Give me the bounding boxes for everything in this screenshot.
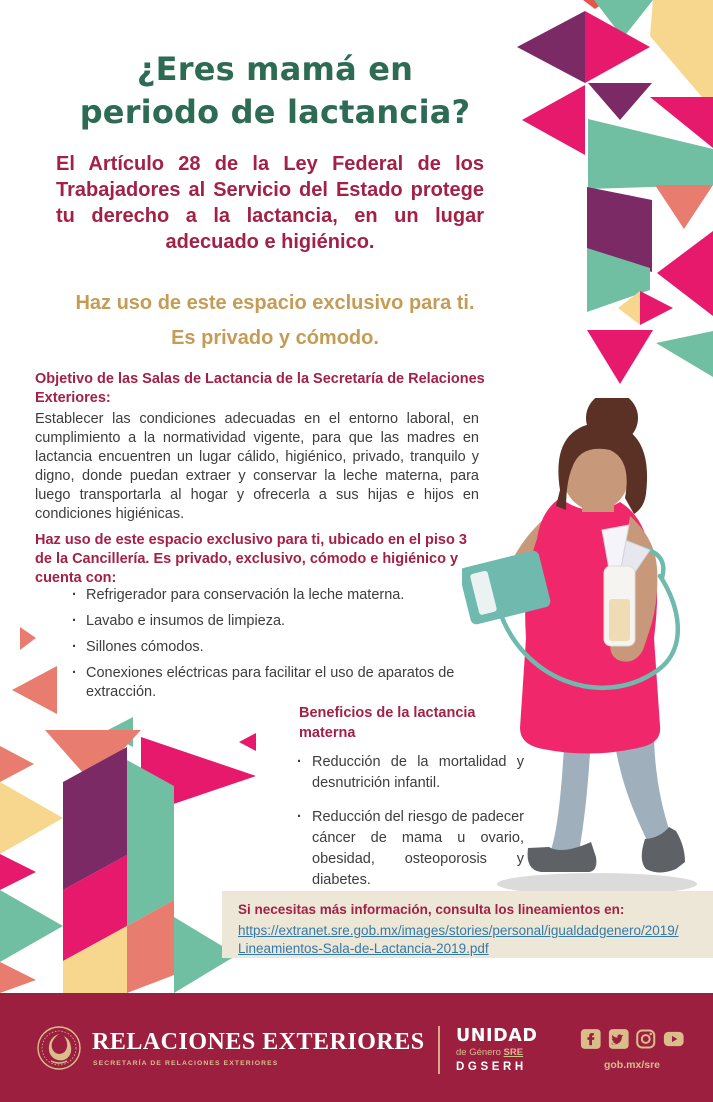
head (556, 398, 647, 514)
space-heading: Haz uso de este espacio exclusivo para ti, ubicado en el piso 3 de la Cancillería. Es privado, exclusivo, cómodo e higiénico y cuenta con: (35, 532, 467, 586)
eagle-glyph (49, 1034, 71, 1061)
twitter-icon[interactable] (608, 1028, 630, 1050)
social-icons (580, 1028, 684, 1050)
facebook-icon[interactable] (580, 1028, 602, 1050)
mother-breast-pump-illustration (462, 398, 713, 904)
benefits-heading: Beneficios de la lactancia materna (299, 705, 476, 741)
law-statement: El Artículo 28 de la Ley Federal de los Trabajadores al Servicio del Estado protege tu derecho a la lactancia, en un lugar adecuado e higiénico. (56, 153, 484, 253)
title-line-2: periodo de lactancia? (79, 93, 471, 131)
title-line-1: ¿Eres mamá en (136, 50, 414, 88)
list-item: · Lavabo e insumos de limpieza. (84, 612, 470, 631)
guidelines-link[interactable]: https://extranet.sre.gob.mx/images/stories/personal/igualdadgenero/2019/Lineamientos-Sala-de-Lactancia-2019.pdf (238, 923, 679, 956)
list-item: · Conexiones eléctricas para facilitar el uso de aparatos de extracción. (84, 664, 470, 702)
instagram-icon[interactable] (635, 1028, 657, 1050)
space-feature-list (84, 586, 470, 709)
list-item: · Sillones cómodos. (84, 638, 470, 657)
page-title (38, 48, 512, 134)
mosaic-top-right (517, 0, 713, 384)
list-item: · Reducción del riesgo de padecer cáncer de mama u ovario, obesidad, osteoporosis y diabetes. (312, 807, 524, 891)
list-item: · Reducción de la mortalidad y desnutrición infantil. (312, 752, 524, 794)
government-eagle-seal (36, 1023, 82, 1073)
gold-tagline-1: Haz uso de este espacio exclusivo para ti. (75, 292, 475, 314)
objective-heading: Objetivo de las Salas de Lactancia de la Secretaría de Relaciones Exteriores: (35, 371, 485, 406)
unit-line-1: UNIDAD (456, 1026, 538, 1046)
objective-body: Establecer las condiciones adecuadas en el entorno laboral, en cumplimiento a la normatividad vigente, para que las madres en lactancia encuentren un lugar cálido, higiénico, privado, tranquilo y digno, donde puedan extraer y conservar la leche materna, para luego transportarla al hogar y ofrecerla a sus hijas e hijos en condiciones higiénicas. (35, 411, 479, 522)
footer-unit-block (456, 1026, 576, 1073)
footer-sub-brand: SECRETARÍA DE RELACIONES EXTERIORES (93, 1060, 279, 1067)
footer-social-url: gob.mx/sre (603, 1059, 661, 1071)
gold-tagline-2: Es privado y cómodo. (171, 327, 379, 349)
sre-abbr: SRE (503, 1047, 524, 1058)
unit-line-3: DGSERH (456, 1061, 527, 1073)
list-item: · Refrigerador para conservación la leche materna. (84, 586, 470, 605)
youtube-icon[interactable] (663, 1028, 685, 1050)
footer-brand: RELACIONES EXTERIORES (92, 1029, 425, 1055)
more-info-box (222, 891, 713, 958)
footer-divider (438, 1026, 440, 1074)
unit-line-2: de Género SRE (456, 1047, 524, 1058)
info-heading: Si necesitas más información, consulta los lineamientos en: (238, 902, 625, 917)
milk (609, 599, 630, 641)
